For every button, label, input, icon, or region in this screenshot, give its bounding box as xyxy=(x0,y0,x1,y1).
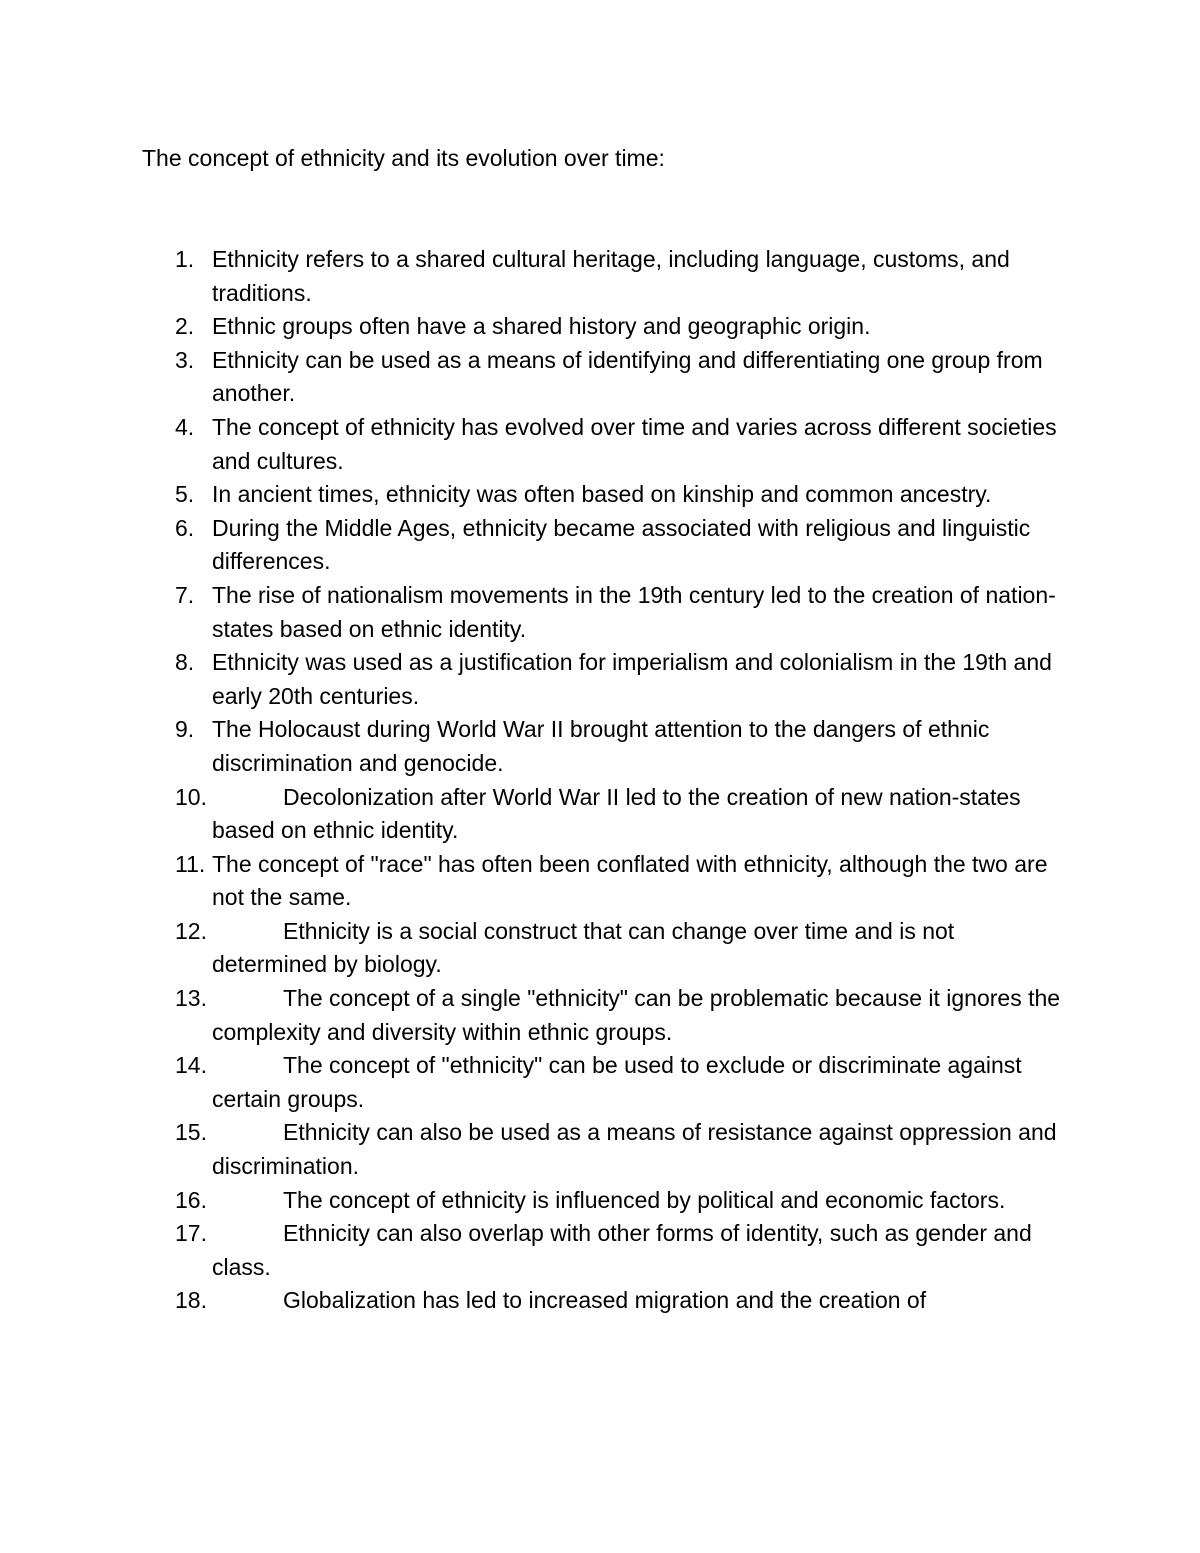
list-item-text: The concept of a single "ethnicity" can be problematic because it ignores the complexity and diversity within ethnic groups. xyxy=(212,985,1061,1045)
list-item xyxy=(0,1049,1200,1116)
list-item-number: 18. xyxy=(175,1287,207,1314)
list-item-number: 15. xyxy=(175,1119,207,1146)
list-item xyxy=(0,1217,1200,1284)
list-item-text: Decolonization after World War II led to the creation of new nation-states based on ethnic identity. xyxy=(212,783,1021,844)
numbered-list xyxy=(0,243,1200,1318)
list-item-number: 4. xyxy=(175,413,195,440)
list-item xyxy=(0,713,1200,780)
list-item xyxy=(0,579,1200,646)
list-item-number: 10. xyxy=(175,783,207,810)
list-item-number: 5. xyxy=(175,481,195,508)
list-item-text: The concept of "ethnicity" can be used to exclude or discriminate against certain groups. xyxy=(212,1052,1022,1112)
list-item-number: 3. xyxy=(175,346,195,373)
list-item xyxy=(0,781,1200,848)
list-item-number: 1. xyxy=(175,246,195,272)
list-item xyxy=(0,646,1200,713)
list-item-number: 13. xyxy=(175,985,207,1012)
list-item xyxy=(0,310,1200,344)
list-item xyxy=(0,344,1200,411)
list-item-text: The concept of ethnicity has evolved over time and varies across different societies and cultures. xyxy=(212,413,1057,474)
list-item-text: Ethnicity was used as a justification for imperialism and colonialism in the 19th and early 20th centuries. xyxy=(212,649,1052,709)
list-item xyxy=(0,243,1200,310)
list-item xyxy=(0,1116,1200,1183)
list-item-number: 16. xyxy=(175,1186,207,1213)
list-item-text: Ethnicity can also be used as a means of resistance against oppression and discrimination. xyxy=(212,1119,1057,1180)
list-item-number: 11. xyxy=(175,850,206,877)
list-item-text: During the Middle Ages, ethnicity became associated with religious and linguistic differences. xyxy=(212,514,1031,575)
list-item-text: The Holocaust during World War II brought attention to the dangers of ethnic discrimination and genocide. xyxy=(212,716,990,776)
list-item xyxy=(0,848,1200,915)
list-item-text: Globalization has led to increased migration and the creation of xyxy=(283,1287,927,1314)
list-item-number: 6. xyxy=(175,514,195,541)
list-item-text: Ethnicity is a social construct that can change over time and is not determined by biology. xyxy=(212,917,955,978)
list-item-text: The concept of ethnicity is influenced by political and economic factors. xyxy=(283,1186,1006,1213)
document-title: The concept of ethnicity and its evolution over time: xyxy=(142,145,665,171)
list-item-text: Ethnicity can be used as a means of identifying and differentiating one group from another. xyxy=(212,346,1043,407)
list-item-text: Ethnic groups often have a shared history and geographic origin. xyxy=(212,313,871,340)
list-item xyxy=(0,411,1200,478)
list-item-text: In ancient times, ethnicity was often based on kinship and common ancestry. xyxy=(212,481,992,508)
list-item xyxy=(0,982,1200,1049)
list-item xyxy=(0,915,1200,982)
list-item-number: 12. xyxy=(175,917,207,944)
list-item-number: 17. xyxy=(175,1220,207,1247)
list-item-text: The concept of "race" has often been conflated with ethnicity, although the two are not the same. xyxy=(212,850,1048,911)
list-item-number: 14. xyxy=(175,1052,207,1079)
list-item-text: The rise of nationalism movements in the 19th century led to the creation of nation-states based on ethnic identity. xyxy=(212,581,1056,642)
list-item-text: Ethnicity can also overlap with other forms of identity, such as gender and class. xyxy=(212,1220,1032,1280)
list-item xyxy=(0,512,1200,579)
list-item xyxy=(0,1284,1200,1318)
list-item xyxy=(0,478,1200,512)
list-item-number: 8. xyxy=(175,649,195,676)
list-item-number: 9. xyxy=(175,716,195,743)
list-item-number: 7. xyxy=(175,581,195,608)
list-item-text: Ethnicity refers to a shared cultural heritage, including language, customs, and traditions. xyxy=(212,246,1010,306)
list-item-number: 2. xyxy=(175,313,195,340)
list-item xyxy=(0,1184,1200,1218)
